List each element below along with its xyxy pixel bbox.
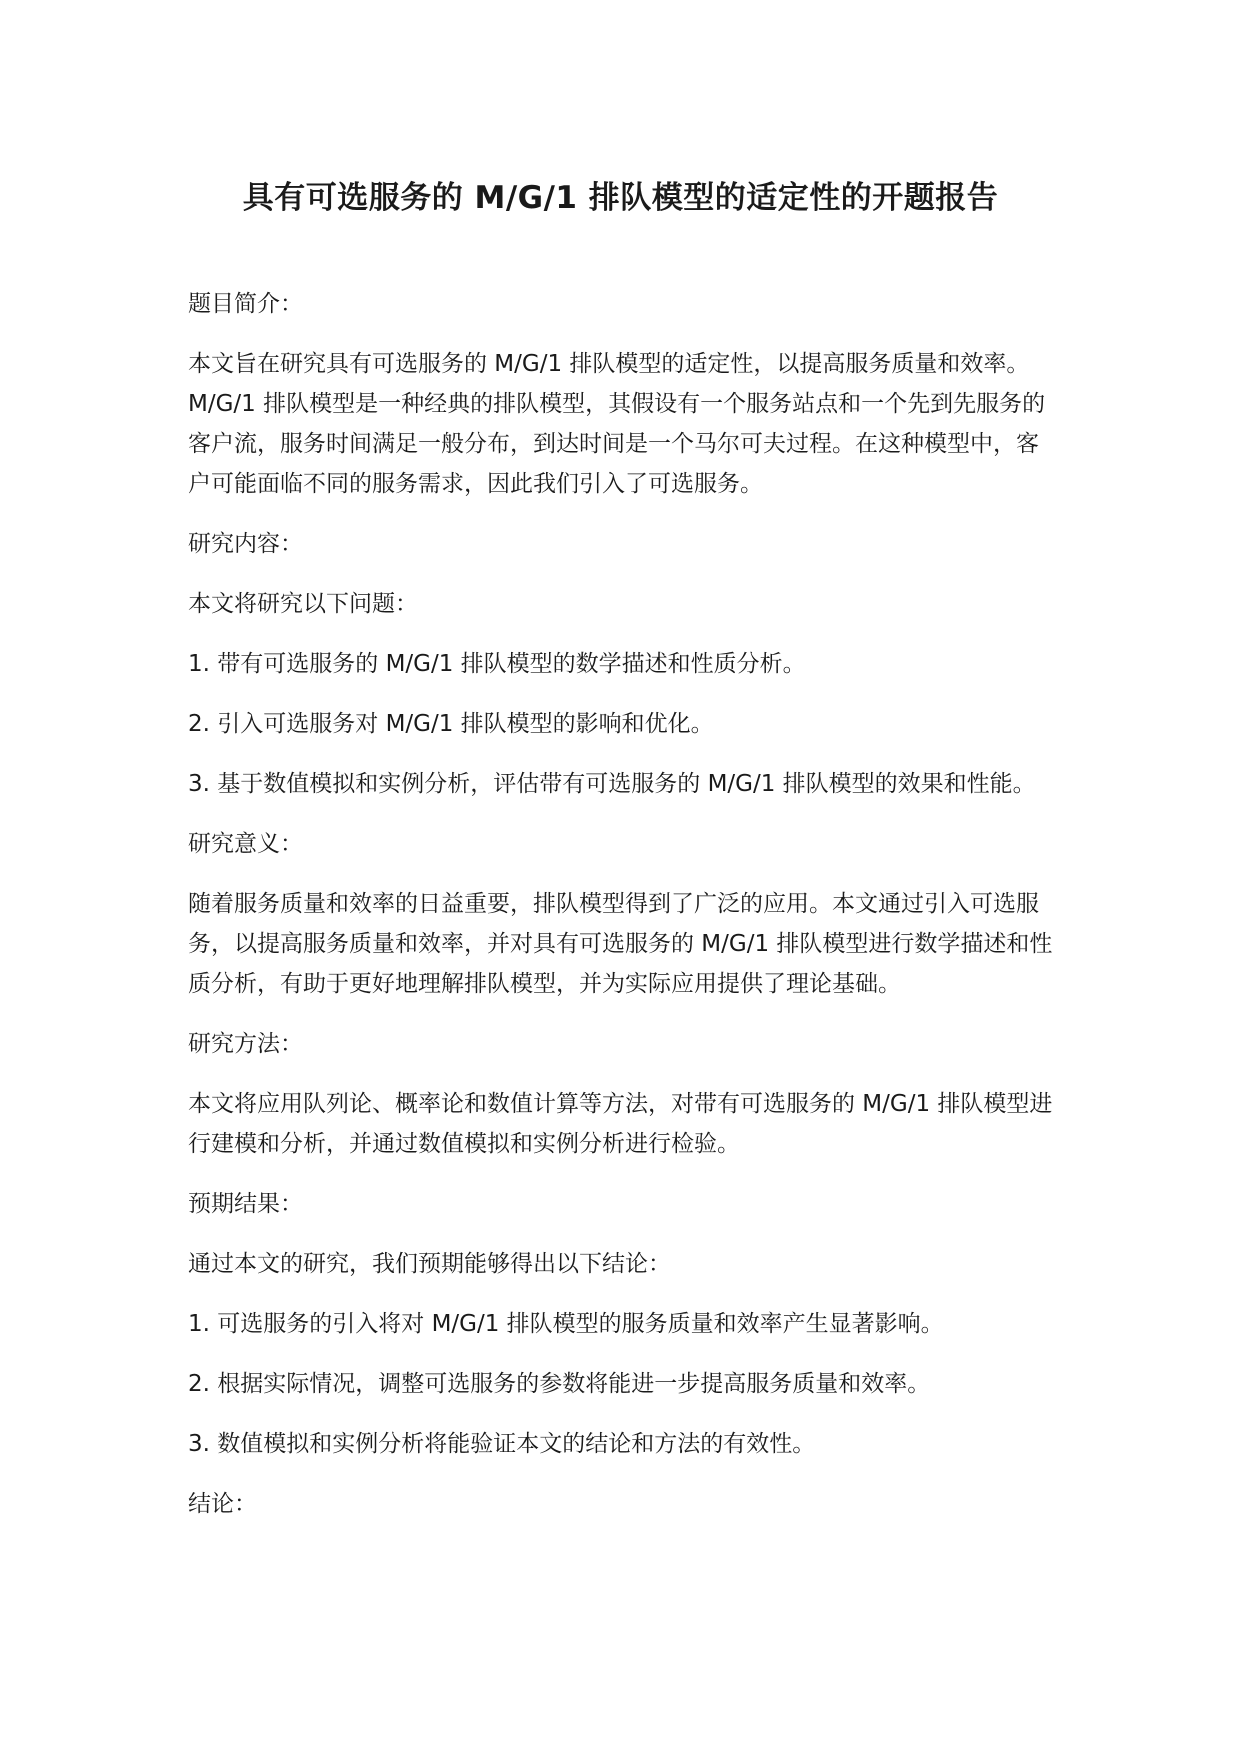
document-body [188, 284, 1058, 1544]
intro-paragraph: 本文旨在研究具有可选服务的 M/G/1 排队模型的适定性，以提高服务质量和效率。M/G/1 排队模型是一种经典的排队模型，其假设有一个服务站点和一个先到先服务的客户流，服务时间满足一般分布，到达时间是一个马尔可夫过程。在这种模型中，客户可能面临不同的服务需求，因此我们引入了可选服务。 [188, 351, 1046, 497]
significance-paragraph: 随着服务质量和效率的日益重要，排队模型得到了广泛的应用。本文通过引入可选服务，以提高服务质量和效率，并对具有可选服务的 M/G/1 排队模型进行数学描述和性质分析，有助于更好地理解排队模型，并为实际应用提供了理论基础。 [188, 891, 1053, 997]
intro-heading: 题目简介： [188, 291, 303, 317]
results-heading: 预期结果： [188, 1191, 303, 1217]
content-item-1: 1. 带有可选服务的 M/G/1 排队模型的数学描述和性质分析。 [188, 651, 806, 677]
document-title: 具有可选服务的 M/G/1 排队模型的适定性的开题报告 [242, 180, 999, 216]
results-item-2: 2. 根据实际情况，调整可选服务的参数将能进一步提高服务质量和效率。 [188, 1371, 931, 1397]
content-item-2: 2. 引入可选服务对 M/G/1 排队模型的影响和优化。 [188, 711, 714, 737]
results-item-1: 1. 可选服务的引入将对 M/G/1 排队模型的服务质量和效率产生显著影响。 [188, 1311, 944, 1337]
significance-heading: 研究意义： [188, 831, 303, 857]
results-item-3: 3. 数值模拟和实例分析将能验证本文的结论和方法的有效性。 [188, 1431, 816, 1457]
content-lead: 本文将研究以下问题： [188, 591, 418, 617]
results-lead: 通过本文的研究，我们预期能够得出以下结论： [188, 1251, 671, 1277]
method-heading: 研究方法： [188, 1031, 303, 1057]
method-paragraph: 本文将应用队列论、概率论和数值计算等方法，对带有可选服务的 M/G/1 排队模型进行建模和分析，并通过数值模拟和实例分析进行检验。 [188, 1091, 1053, 1157]
conclusion-heading: 结论： [188, 1491, 257, 1517]
content-item-3: 3. 基于数值模拟和实例分析，评估带有可选服务的 M/G/1 排队模型的效果和性能。 [188, 771, 1036, 797]
content-heading: 研究内容： [188, 531, 303, 557]
